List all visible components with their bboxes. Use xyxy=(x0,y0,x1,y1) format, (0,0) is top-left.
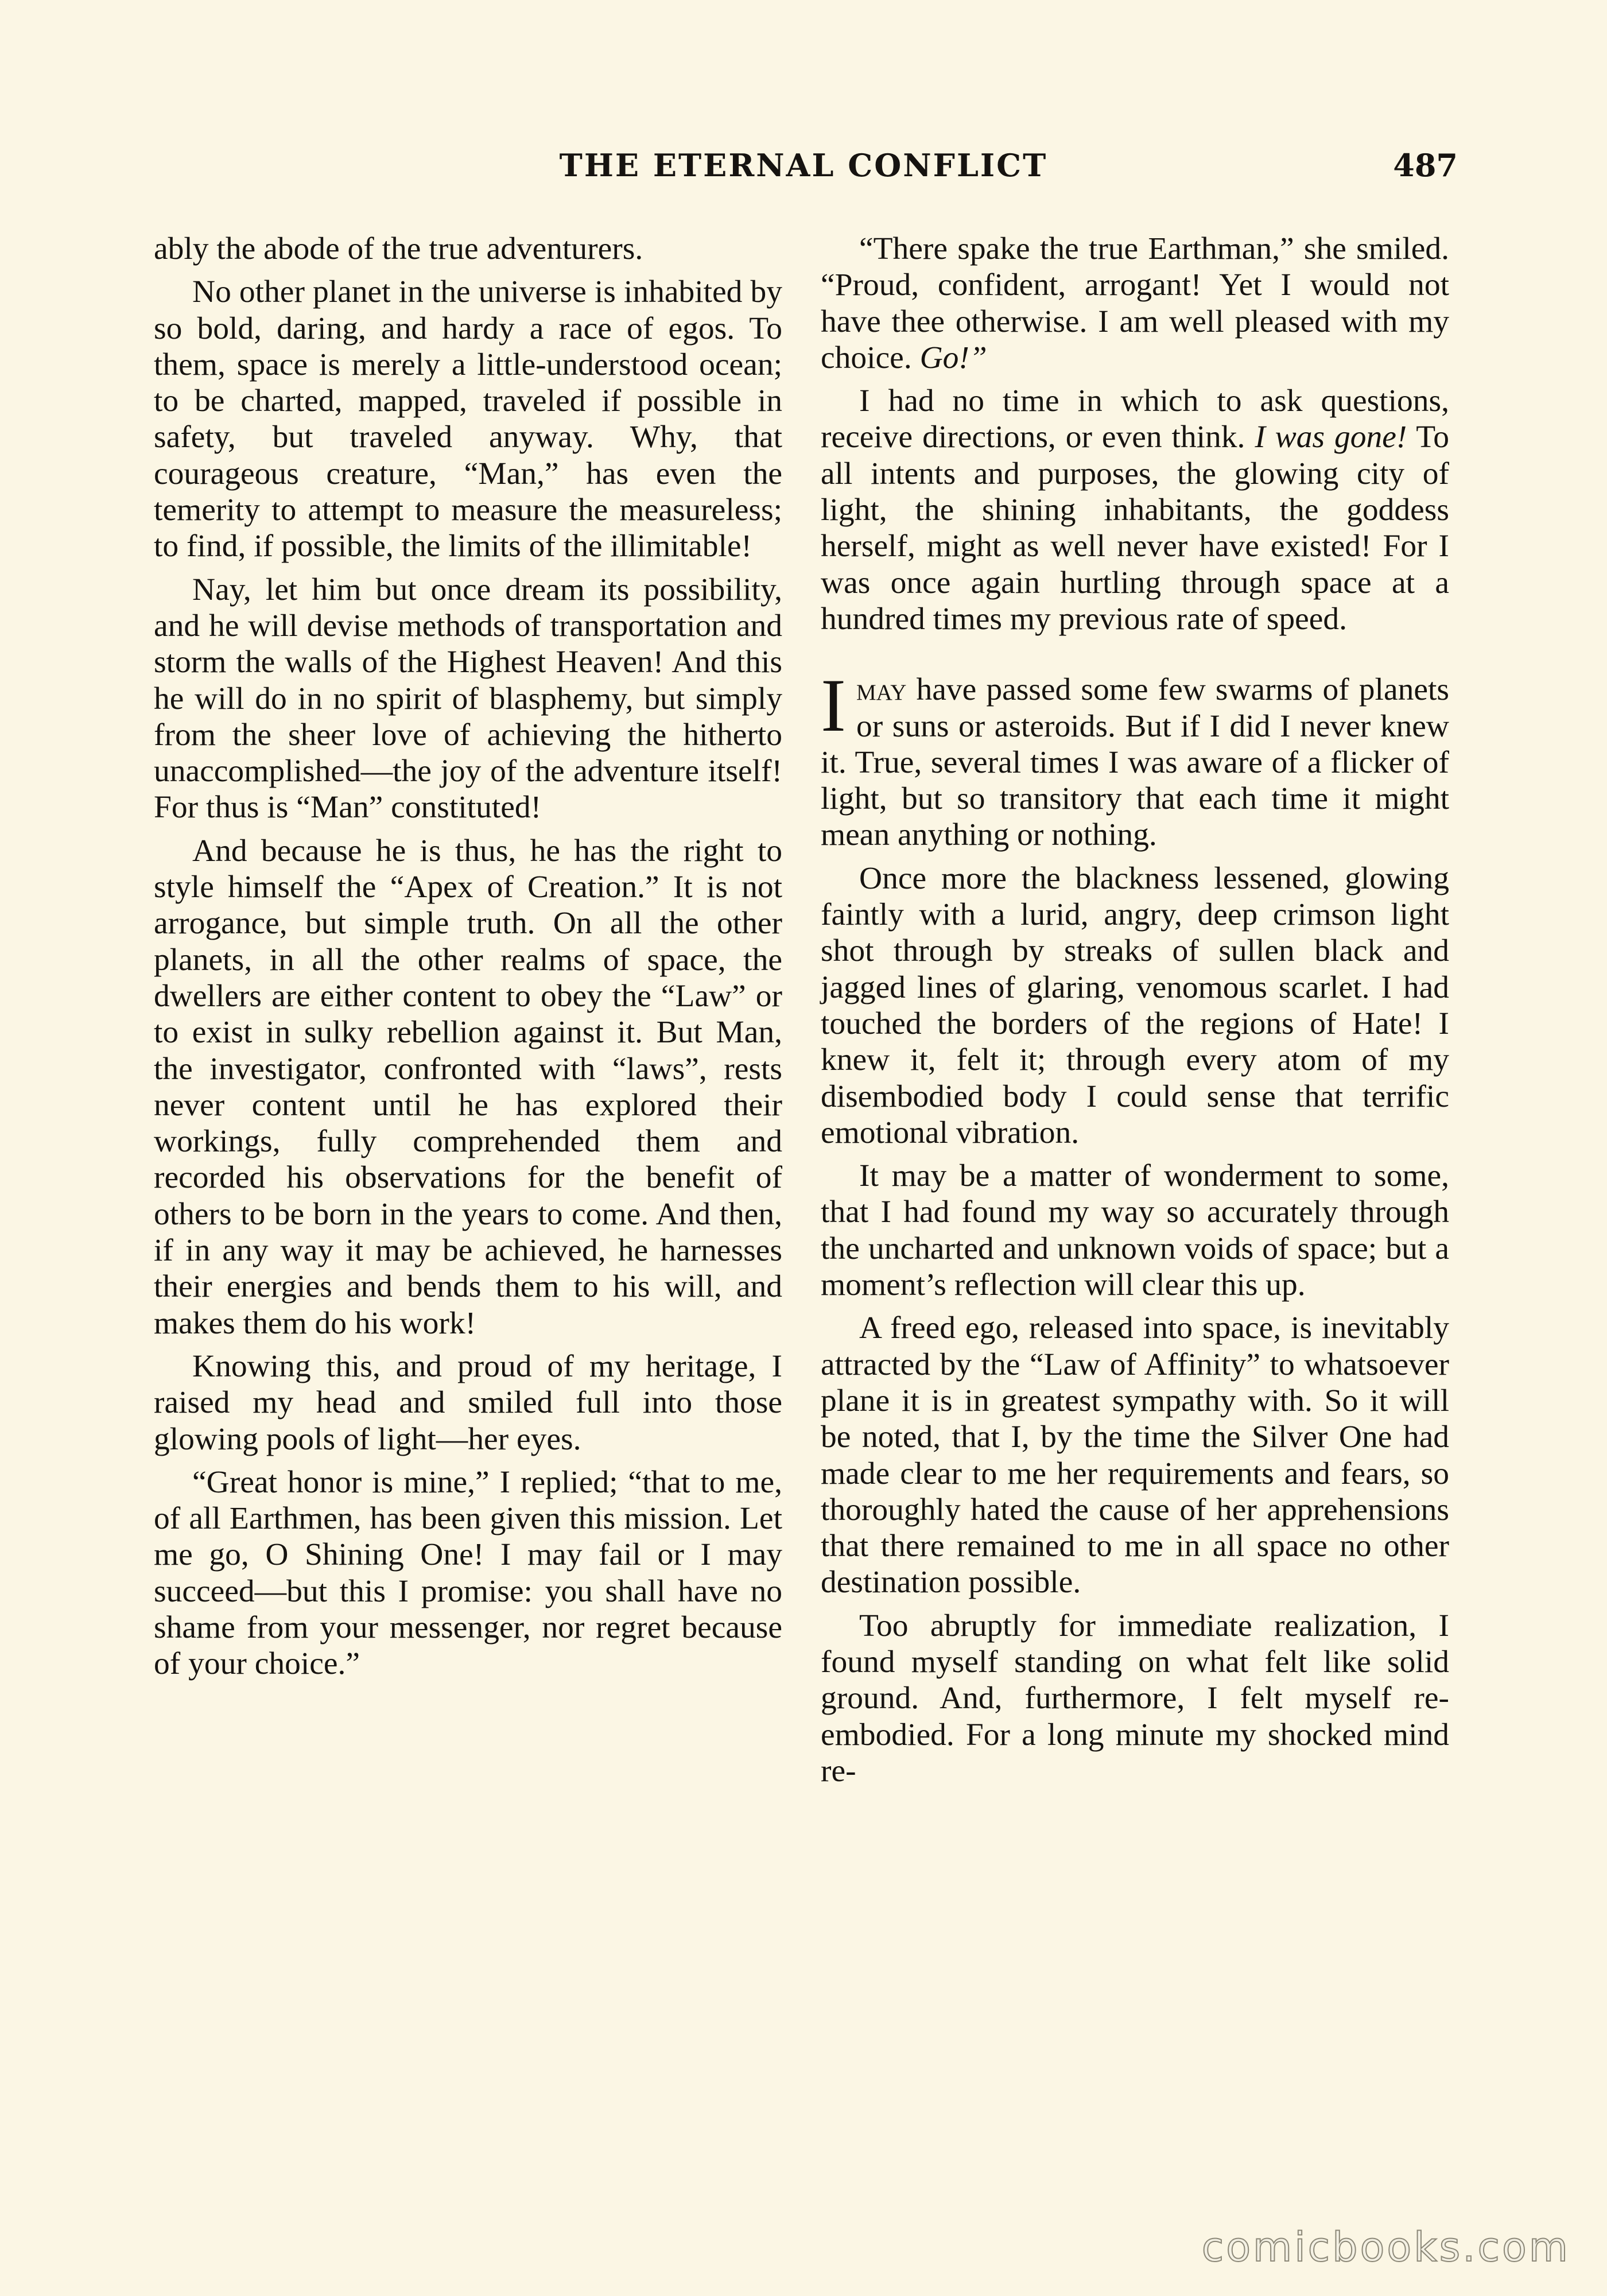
paragraph-right-2-text-b: To all intents and purposes, the glowing city of light, the shining inhabitants, the goddess herself, might as well never have existed! For I was once again hurtling through space at a hundred times my previous rate of speed. xyxy=(821,420,1449,637)
paragraph-right-5: It may be a matter of wonderment to some, that I had found my way so accurately through the uncharted and unknown voids of space; but a moment’s reflection will clear this up. xyxy=(821,1158,1449,1303)
paragraph-right-3 xyxy=(821,663,1450,853)
paragraph-right-1-italic: Go!” xyxy=(919,340,987,375)
paragraph-left-3: Nay, let him but once dream its possibility, and he will devise methods of transportation and storm the walls of the Highest Heaven! And this he will do in no spirit of blasphemy, but simply from the sheer love of achieving the hitherto unaccomplished—the joy of the adventure itself! For thus is “Man” constituted! xyxy=(154,572,782,825)
paragraph-left-6: “Great honor is mine,” I replied; “that to me, of all Earthmen, has been given this mission. Let me go, O Shining One! I may fail or I may succeed—but this I promise: you shall have no shame from your messenger, nor regret because of your choice.” xyxy=(154,1464,782,1682)
paragraph-right-2-italic: I was gone! xyxy=(1255,420,1407,455)
page-header xyxy=(149,142,1458,188)
page-number: 487 xyxy=(1393,147,1458,184)
paragraph-right-2 xyxy=(821,383,1449,637)
running-title: THE ETERNAL CONFLICT xyxy=(559,147,1048,184)
paragraph-right-2-text-a: I had no time in which to ask questions, receive directions, or even think. xyxy=(821,383,1449,455)
paragraph-right-6: A freed ego, released into space, is inevitably attracted by the “Law of Affinity” to whatsoever plane it is in greatest sympathy with. So it will be noted, that I, by the time the Silver One had made clear to me her requirements and fears, so thoroughly hated the cause of her apprehensions that there remained to me in all space no other destination possible. xyxy=(821,1310,1449,1600)
watermark-text: comicbooks.com xyxy=(1201,2224,1570,2271)
paragraph-right-1-text: “There spake the true Earthman,” she smiled. “Proud, confident, arrogant! Yet I would not have thee otherwise. I am well pleased with my choice. xyxy=(821,231,1449,375)
paragraph-left-5: Knowing this, and proud of my heritage, I raised my head and smiled full into those glowing pools of light—her eyes. xyxy=(154,1348,782,1457)
paragraph-right-1 xyxy=(821,231,1449,376)
left-column xyxy=(154,231,782,1689)
drop-cap-letter: I xyxy=(821,663,846,748)
paragraph-left-1: ably the abode of the true adventurers. xyxy=(154,231,643,266)
paragraph-left-4: And because he is thus, he has the right to style himself the “Apex of Creation.” It is not arrogance, but simple truth. On all the other planets, in all the other realms of space, the dwellers are either content to obey the “Law” or to exist in sulky rebellion against it. But Man, the investigator, confronted with “laws”, rests never content until he has explored their workings, fully comprehended them and recorded his observations for the benefit of others to be born in the years to come. And then, if in any way it may be achieved, he harnesses their energies and bends them to his will, and makes them do his work! xyxy=(154,833,782,1341)
paragraph-right-3-text: have passed some few swarms of planets or suns or asteroids. But if I did I never knew it. True, several times I was aware of a flicker of light, but so transitory that each time it might mean anything or nothing. xyxy=(821,672,1450,853)
paragraph-right-4: Once more the blackness lessened, glowing faintly with a lurid, angry, deep crimson light shot through by streaks of sullen black and jagged lines of glaring, venomous scarlet. I had touched the borders of the regions of Hate! I knew it, felt it; through every atom of my disembodied body I could sense that terrific emotional vibration. xyxy=(821,860,1449,1150)
paragraph-right-7: Too abruptly for immediate realization, I found myself standing on what felt like solid ground. And, furthermore, I felt myself re-embodied. For a long minute my shocked mind re- xyxy=(821,1608,1449,1789)
paragraph-left-2: No other planet in the universe is inhabited by so bold, daring, and hardy a race of egos. To them, space is merely a little-understood ocean; to be charted, mapped, traveled if possible in safety, but traveled anyway. Why, that courageous creature, “Man,” has even the temerity to attempt to measure the measureless; to find, if possible, the limits of the illimitable! xyxy=(154,274,782,564)
right-column xyxy=(821,231,1449,1796)
small-caps-lead: may xyxy=(856,672,907,708)
